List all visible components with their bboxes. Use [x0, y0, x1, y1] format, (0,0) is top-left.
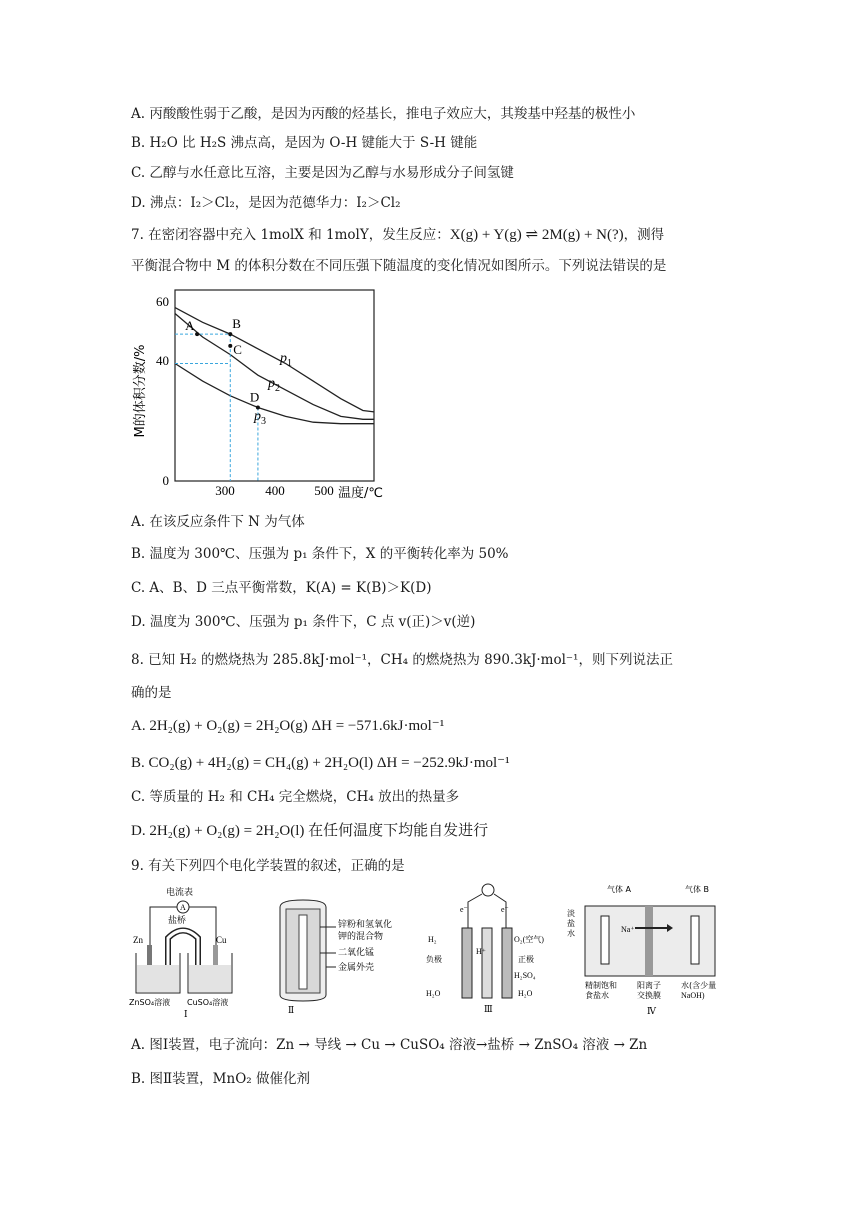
wire-left [468, 894, 482, 930]
fig2-label-1: 锌粉和氢氧化 [338, 920, 393, 930]
fig4-na: Na⁺ [621, 925, 635, 934]
fig4-gas-a: 气体 A [607, 885, 632, 894]
q8-option-a: A. 2H₂(g) + O₂(g) = 2H₂O(g) ΔH = −571.6kJ·mol⁻¹ [131, 718, 445, 734]
q7-option-d: D. 温度为 300℃、压强为 p₁ 条件下，C 点 v(正)＞v(逆) [131, 614, 476, 630]
fig1-bridge-label: 盐桥 [168, 916, 187, 926]
fig3-h2o-right: H₂O [518, 989, 533, 998]
fig4-brine-2: 食盐水 [585, 991, 609, 1000]
q7-option-c: C. A、B、D 三点平衡常数，K(A) = K(B)＞K(D) [131, 580, 432, 596]
q9-option-a: A. 图Ⅰ装置，电子流向：Zn → 导线 → Cu → CuSO₄ 溶液→盐桥 → ZnSO₄ 溶液 → Zn [131, 1037, 648, 1053]
q8-option-d: D. 2H₂(g) + O₂(g) = 2H₂O(l) 在任何温度下均能自发进行 [131, 823, 489, 839]
electrolyte [482, 928, 492, 998]
point-label-B: B [232, 316, 241, 332]
q8-option-c: C. 等质量的 H₂ 和 CH₄ 完全燃烧，CH₄ 放出的热量多 [131, 789, 460, 805]
q9-stem: 9. 有关下列四个电化学装置的叙述，正确的是 [131, 858, 405, 874]
series-line-p2 [175, 314, 374, 420]
fig4-roman-label: Ⅳ [647, 1006, 656, 1016]
solution-right [189, 965, 231, 992]
battery-rod [299, 915, 307, 989]
fig3-h2o-left: H₂O [426, 989, 441, 998]
x-tick-400: 400 [265, 483, 285, 498]
point-A [195, 332, 199, 336]
fig4-membrane-1: 阳离子 [637, 981, 661, 990]
chart-series-group [175, 308, 374, 424]
chart-guides-group [175, 334, 258, 481]
y-tick-60: 60 [156, 294, 169, 309]
q7-equation: X(g) + Y(g) ⇌ 2M(g) + N(?) [449, 227, 624, 243]
fig3-negative: 负极 [426, 955, 442, 964]
fig3-positive: 正极 [518, 955, 534, 964]
fig4-salt: 盐 [567, 919, 575, 928]
fig4-gas-b: 气体 B [685, 885, 710, 894]
anode [462, 928, 472, 998]
q7-option-a: A. 在该反应条件下 N 为气体 [131, 514, 305, 530]
point-label-C: C [233, 341, 242, 357]
fig3-h2: H₂ [428, 935, 437, 944]
y-tick-40: 40 [156, 353, 169, 368]
y-axis-label: M的体积分数/% [133, 344, 148, 438]
series-line-p1 [175, 308, 374, 412]
q7-option-b: B. 温度为 300℃、压强为 p₁ 条件下，X 的平衡转化率为 50% [131, 546, 509, 562]
series-label-p2: $p_2$ [268, 376, 280, 394]
fig2-label-4: 金属外壳 [338, 963, 375, 973]
q7-stem-text: 7. 在密闭容器中充入 1molX 和 1molY，发生反应： [131, 227, 450, 243]
fig2-label-2: 钾的混合物 [338, 932, 384, 942]
fig1-roman-label: Ⅰ [184, 1009, 188, 1018]
x-tick-500: 500 [314, 483, 334, 498]
fig3-roman-label: Ⅲ [484, 1004, 493, 1014]
q6-option-c: C. 乙醇与水任意比互溶，主要是因为乙醇与水易形成分子间氢键 [131, 165, 514, 181]
figure-4-chlor-alkali-cell [563, 880, 733, 1020]
series-label-p1: $p_1$ [280, 351, 292, 369]
q8-stem-line2: 确的是 [131, 685, 172, 701]
membrane [645, 906, 653, 976]
q6-option-d: D. 沸点：I₂＞Cl₂，是因为范德华力：I₂＞Cl₂ [131, 195, 401, 211]
fig3-h2so4: H₂SO₄ [514, 971, 536, 980]
figure-2-alkaline-battery [268, 895, 408, 1015]
point-B [228, 332, 232, 336]
fig3-e2: e⁻ [501, 905, 509, 914]
fig3-e1: e⁻ [460, 905, 468, 914]
q9-option-b: B. 图Ⅱ装置，MnO₂ 做催化剂 [131, 1071, 310, 1087]
fig1-znso4-label: ZnSO₄溶液 [129, 998, 171, 1007]
y-tick-0: 0 [162, 473, 169, 488]
q7-stem-line1 [131, 225, 664, 245]
q7-chart [128, 285, 398, 505]
fig1-ammeter-label: 电流表 [166, 888, 194, 898]
fig1-meter-symbol: A [180, 903, 186, 912]
fig2-label-3: 二氧化锰 [338, 948, 375, 958]
point-C [228, 344, 232, 348]
x-tick-300: 300 [215, 483, 235, 498]
x-axis-label: 温度/℃ [338, 486, 383, 501]
fig4-fresh: 淡 [567, 909, 575, 918]
electrode-left [601, 916, 609, 964]
fig1-cuso4-label: CuSO₄溶液 [187, 998, 229, 1007]
q6-option-b: B. H₂O 比 H₂S 沸点高，是因为 O-H 键能大于 S-H 键能 [131, 135, 478, 151]
fig3-o2: O₂(空气) [514, 935, 544, 944]
fig3-hplus: H⁺ [476, 947, 486, 956]
figure-3-fuel-cell [418, 880, 548, 1015]
fig4-water-naoh-1: 水(含少量 [681, 981, 717, 990]
cathode [502, 928, 512, 998]
q6-option-a: A. 丙酸酸性弱于乙酸，是因为丙酸的烃基长，推电子效应大，其羧基中羟基的极性小 [131, 106, 636, 122]
fig4-membrane-2: 交换膜 [637, 991, 661, 1000]
fig1-cu-label: Cu [216, 935, 227, 945]
q8-stem-line1: 8. 已知 H₂ 的燃烧热为 285.8kJ·mol⁻¹，CH₄ 的燃烧热为 890.3kJ·mol⁻¹，则下列说法正 [131, 652, 673, 668]
electrode-right [691, 916, 699, 964]
point-label-A: A [185, 318, 195, 334]
fig1-zn-label: Zn [133, 935, 143, 945]
series-label-p3: $p_3$ [254, 409, 266, 427]
q7-stem-line2: 平衡混合物中 M 的体积分数在不同压强下随温度的变化情况如图所示。下列说法错误的是 [131, 258, 667, 274]
fig4-water-naoh-2: NaOH) [681, 991, 705, 1000]
point-label-D: D [249, 389, 260, 405]
q7-stem-tail: ，测得 [623, 227, 665, 243]
bulb-icon [482, 884, 494, 896]
fig4-brine-1: 精制饱和 [585, 981, 617, 990]
fig4-water: 水 [567, 929, 575, 938]
fig2-roman-label: Ⅱ [288, 1005, 295, 1015]
q8-option-b: B. CO₂(g) + 4H₂(g) = CH₄(g) + 2H₂O(l) ΔH = −252.9kJ·mol⁻¹ [131, 755, 510, 771]
figure-1-galvanic-cell [128, 883, 248, 1018]
solution-left [137, 965, 179, 992]
